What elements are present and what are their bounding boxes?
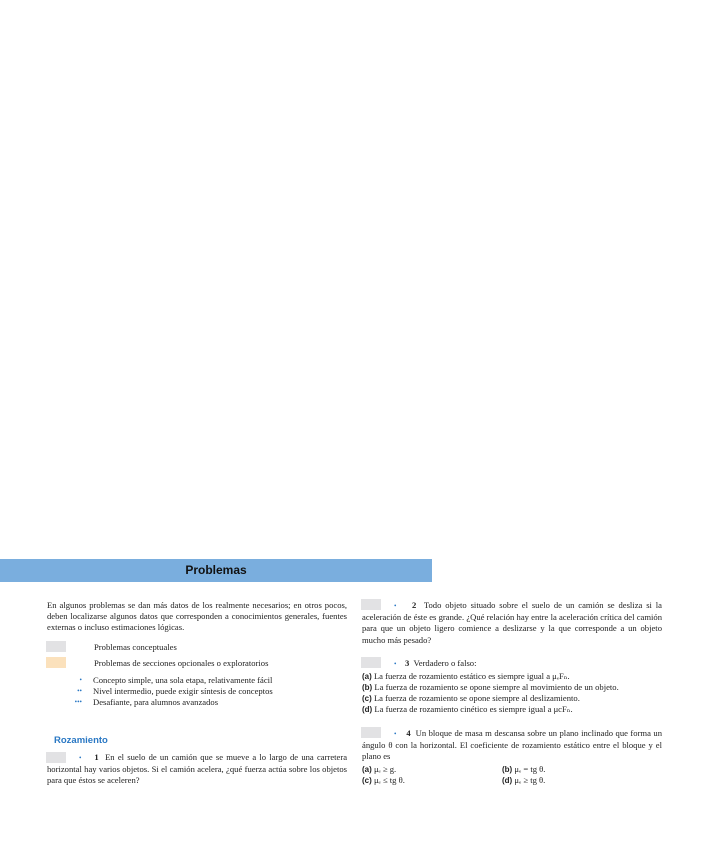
problem3-option-c: (c) La fuerza de rozamiento se opone siempre al deslizamiento. <box>362 693 580 703</box>
problem1-number: 1 <box>94 752 99 762</box>
level1-dots: • <box>79 676 82 684</box>
legend-level2: Nivel intermedio, puede exigir síntesis de conceptos <box>93 686 273 696</box>
problem4-option-b: (b) μₑ = tg θ. <box>502 764 546 774</box>
legend-optional: Problemas de secciones opcionales o exploratorios <box>94 658 269 668</box>
level3-dots: ••• <box>74 698 82 706</box>
level2-dots: •• <box>77 687 82 695</box>
section-title: Rozamiento <box>54 735 108 746</box>
problem3-number: 3 <box>405 658 410 668</box>
problem4-option-c: (c) μₑ ≤ tg θ. <box>362 775 405 785</box>
optional-chip <box>46 657 66 668</box>
conceptual-chip <box>46 641 66 652</box>
problem-3 <box>362 658 662 670</box>
problem4-option-a: (a) μₑ ≥ g. <box>362 764 397 774</box>
legend-level3: Desafiante, para alumnos avanzados <box>93 697 219 707</box>
problem3-option-a: (a) La fuerza de rozamiento estático es siempre igual a μₑFₙ. <box>362 671 570 681</box>
legend-conceptual: Problemas conceptuales <box>94 642 177 652</box>
page-title: Problemas <box>185 563 247 577</box>
problem3-dot: • <box>394 660 397 668</box>
problem4-option-d: (d) μₑ ≥ tg θ. <box>502 775 546 785</box>
problem3-option-d: (d) La fuerza de rozamiento cinético es siempre igual a μcFₙ. <box>362 704 573 714</box>
problem3-text: Verdadero o falso: <box>413 658 477 668</box>
problem2-text: Todo objeto situado sobre el suelo de un camión se desliza si la aceleración de éste es grande. ¿Qué relación hay entre la aceleración crítica del camión para que un objeto ligero comience a deslizarse y la que corresponde a un objeto mucho más pesado? <box>362 600 662 645</box>
legend-level1: Concepto simple, una sola etapa, relativamente fácil <box>93 675 273 685</box>
problem4-text: Un bloque de masa m descansa sobre un plano inclinado que forma un ángulo θ con la horizontal. El coeficiente de rozamiento estático entre el bloque y el plano es <box>362 728 663 762</box>
problem3-option-b: (b) La fuerza de rozamiento se opone siempre al movimiento de un objeto. <box>362 682 619 692</box>
problem-4 <box>362 728 662 763</box>
intro-paragraph: En algunos problemas se dan más datos de los realmente necesarios; en otros pocos, deben localizarse algunos datos que corresponden a conocimientos generales, fuentes externas o incluso estimaciones lógicas. <box>47 600 347 633</box>
problem4-number: 4 <box>406 728 411 738</box>
problem2-dot: • <box>394 602 397 610</box>
problem1-dot: • <box>79 754 82 762</box>
problem-2 <box>362 600 662 646</box>
problem-1 <box>47 752 347 787</box>
problem2-number: 2 <box>411 600 417 610</box>
problem4-dot: • <box>394 730 397 738</box>
problem1-text: En el suelo de un camión que se mueve a lo largo de una carretera horizontal hay varios objetos. Si el camión acelera, ¿qué fuerza actúa sobre los objetos para que éstos se aceleren? <box>47 752 348 786</box>
